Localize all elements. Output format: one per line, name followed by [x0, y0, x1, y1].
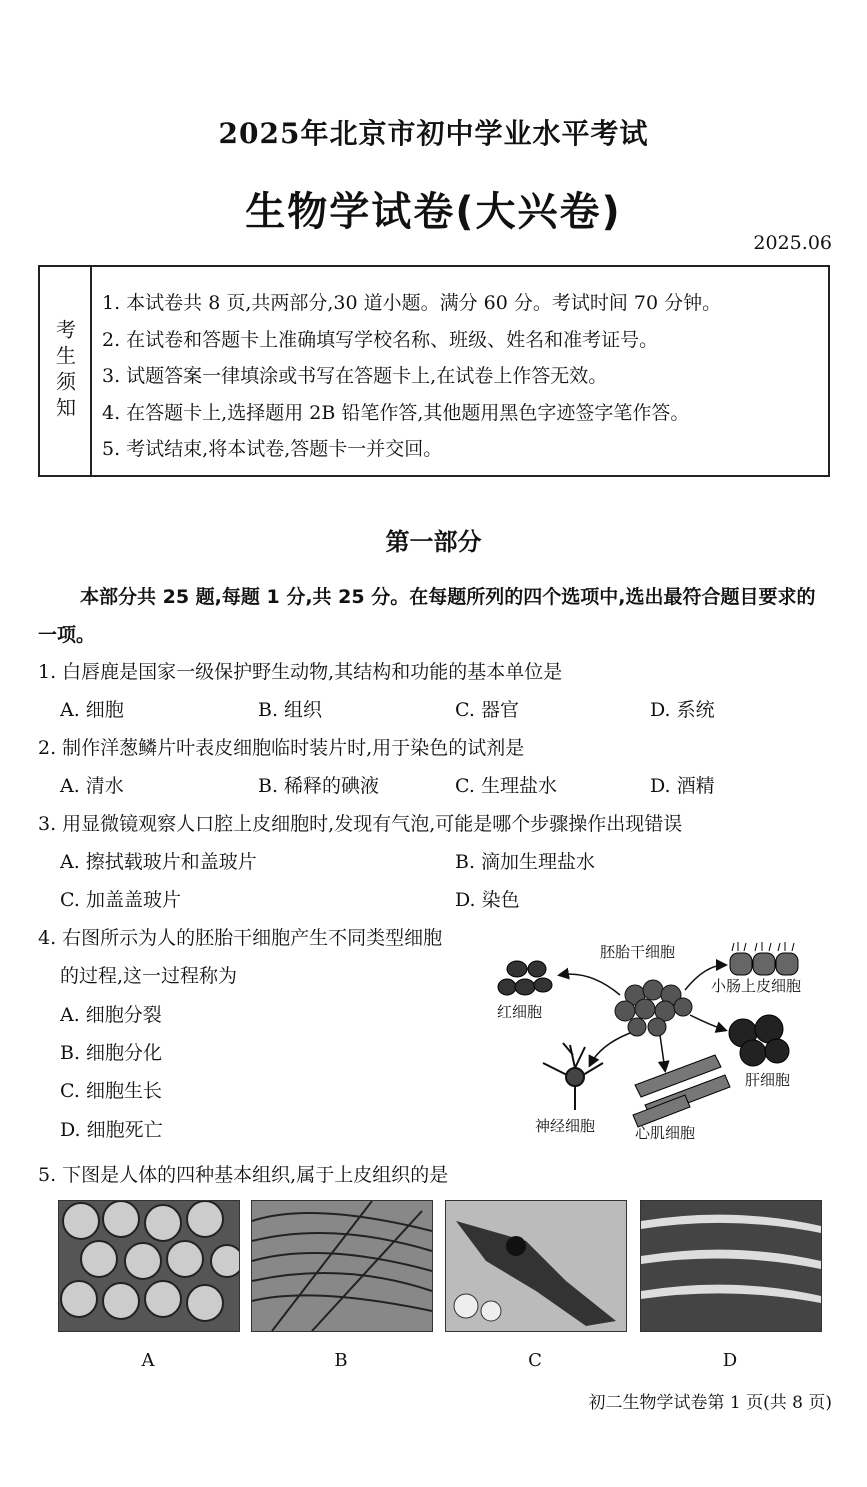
tissue-image-a — [58, 1200, 240, 1332]
question-4-stem-cont: 的过程,这一过程称为 — [60, 965, 238, 987]
notice-box — [38, 265, 830, 477]
heart-cell-group — [633, 1055, 730, 1127]
stem-cell-cluster — [615, 980, 692, 1036]
notice-item: 3. 试题答案一律填涂或书写在答题卡上,在试卷上作答无效。 — [102, 365, 608, 387]
tissue-label-a: A — [141, 1350, 155, 1371]
question-2-option-d: D. 酒精 — [650, 775, 715, 797]
question-1-option-c: C. 器官 — [455, 699, 519, 721]
section-intro: 本部分共 25 题,每题 1 分,共 25 分。在每题所列的四个选项中,选出最符合题目要求的一项。 — [38, 586, 816, 646]
label-red-cell: 红细胞 — [497, 1003, 543, 1021]
exam-title: 2025年北京市初中学业水平考试 — [218, 117, 649, 150]
red-cell-group — [498, 961, 552, 995]
section-title: 第一部分 — [385, 528, 482, 556]
label-intestine-cell: 小肠上皮细胞 — [711, 977, 802, 995]
notice-item: 1. 本试卷共 8 页,共两部分,30 道小题。满分 60 分。考试时间 70 分钟。 — [102, 292, 722, 314]
question-2-option-b: B. 稀释的碘液 — [258, 775, 380, 797]
label-stem-cell: 胚胎干细胞 — [600, 943, 676, 961]
intestine-cell-group — [730, 942, 798, 975]
notice-item: 2. 在试卷和答题卡上准确填写学校名称、班级、姓名和准考证号。 — [102, 328, 659, 351]
label-liver-cell: 肝细胞 — [745, 1071, 791, 1089]
question-3-option-d: D. 染色 — [455, 889, 520, 911]
question-3-option-a: A. 擦拭载玻片和盖玻片 — [60, 851, 257, 873]
question-3-option-c: C. 加盖盖玻片 — [60, 889, 181, 911]
question-4-option-b: B. 细胞分化 — [60, 1042, 163, 1064]
stem-cell-differentiation-figure — [485, 935, 830, 1145]
question-1-option-a: A. 细胞 — [60, 699, 124, 721]
exam-date: 2025.06 — [753, 232, 832, 254]
liver-cell-group — [729, 1015, 789, 1066]
question-4-option-d: D. 细胞死亡 — [60, 1119, 163, 1141]
tissue-label-c: C — [528, 1350, 542, 1371]
nerve-cell — [543, 1043, 603, 1110]
paper-title: 生物学试卷(大兴卷) — [245, 189, 622, 235]
question-4-stem: 4. 右图所示为人的胚胎干细胞产生不同类型细胞 — [38, 927, 443, 949]
notice-item: 5. 考试结束,将本试卷,答题卡一并交回。 — [102, 438, 443, 460]
question-3-stem: 3. 用显微镜观察人口腔上皮细胞时,发现有气泡,可能是哪个步骤操作出现错误 — [38, 813, 683, 835]
question-1-stem: 1. 白唇鹿是国家一级保护野生动物,其结构和功能的基本单位是 — [38, 661, 563, 683]
label-nerve-cell: 神经细胞 — [535, 1117, 596, 1135]
page-footer: 初二生物学试卷第 1 页(共 8 页) — [588, 1393, 832, 1413]
tissue-image-d — [640, 1200, 822, 1332]
question-4-option-c: C. 细胞生长 — [60, 1080, 162, 1102]
tissue-label-d: D — [722, 1350, 738, 1371]
tissue-label-b: B — [334, 1350, 348, 1371]
notice-label: 考生须知 — [40, 267, 92, 475]
notice-item: 4. 在答题卡上,选择题用 2B 铅笔作答,其他题用黑色字迹签字笔作答。 — [102, 401, 690, 424]
question-2-option-a: A. 清水 — [60, 775, 124, 797]
tissue-image-c — [445, 1200, 627, 1332]
question-1-option-b: B. 组织 — [258, 699, 323, 721]
label-heart-cell: 心肌细胞 — [635, 1124, 696, 1142]
notice-list — [102, 285, 820, 468]
question-2-stem: 2. 制作洋葱鳞片叶表皮细胞临时装片时,用于染色的试剂是 — [38, 737, 525, 759]
question-3-option-b: B. 滴加生理盐水 — [455, 851, 596, 873]
question-1-option-d: D. 系统 — [650, 699, 715, 721]
question-4-option-a: A. 细胞分裂 — [60, 1004, 162, 1026]
question-5-stem: 5. 下图是人体的四种基本组织,属于上皮组织的是 — [38, 1164, 449, 1186]
tissue-image-b — [251, 1200, 433, 1332]
question-2-option-c: C. 生理盐水 — [455, 775, 557, 797]
